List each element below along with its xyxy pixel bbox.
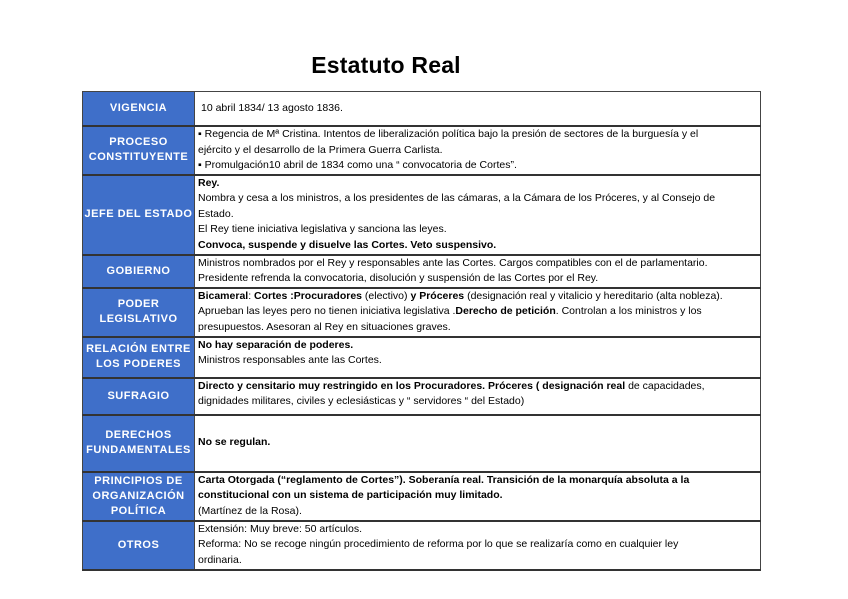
text-line: Rey. — [198, 176, 220, 189]
text-line: Aprueban las leyes pero no tienen iniciativa legislativa .Derecho de petición. Controlan a los ministros y los — [198, 305, 702, 317]
row-value-derechos — [195, 415, 761, 472]
row-value-relacion — [195, 337, 761, 378]
row-value-gobierno — [195, 255, 761, 288]
table-row — [83, 337, 761, 378]
row-label-sufragio: SUFRAGIO — [83, 378, 195, 415]
table-row — [83, 415, 761, 472]
row-value-proceso — [195, 126, 761, 175]
text-line: Ministros nombrados por el Rey y responsables ante las Cortes. Cargos compatibles con el de parlamentario. — [198, 256, 708, 269]
text-line: No hay separación de poderes. — [198, 338, 354, 351]
table-row — [83, 126, 761, 175]
text-line: 10 abril 1834/ 13 agosto 1836. — [201, 101, 343, 114]
text-line: ▪ Regencia de Mª Cristina. Intentos de liberalización política bajo la presión de sectores de la burguesía y el — [198, 128, 699, 140]
table-row — [83, 288, 761, 337]
row-label-vigencia: VIGENCIA — [83, 92, 195, 127]
row-value-principios — [195, 472, 761, 521]
row-label-relacion: RELACIÓN ENTRE LOS PODERES — [83, 337, 195, 378]
row-label-otros: OTROS — [83, 521, 195, 570]
text-line: ejército y el desarrollo de la Primera Guerra Carlista. — [198, 143, 443, 156]
text-line: presupuestos. Asesoran al Rey en situaciones graves. — [198, 320, 451, 333]
text-line: Ministros responsables ante las Cortes. — [198, 354, 382, 366]
table-row — [83, 175, 761, 255]
row-value-otros — [195, 521, 761, 570]
row-value-vigencia — [195, 92, 761, 127]
text-line: No se regulan. — [198, 436, 271, 449]
text-line: El Rey tiene iniciativa legislativa y sanciona las leyes. — [198, 223, 447, 235]
table-row — [83, 378, 761, 415]
table-row — [83, 472, 761, 521]
row-label-derechos: DERECHOS FUNDAMENTALES — [83, 415, 195, 472]
text-line: constitucional con un sistema de participación muy limitado. — [198, 489, 503, 501]
page-title: Estatuto Real — [311, 52, 461, 78]
text-line: Estado. — [198, 207, 234, 220]
text-line: Directo y censitario muy restringido en los Procuradores. Próceres ( designación real de capacidades, — [198, 379, 705, 392]
text-line: dignidades militares, civiles y eclesiásticas y “ servidores “ del Estado) — [198, 395, 525, 407]
row-value-legislativo — [195, 288, 761, 337]
row-label-gobierno: GOBIERNO — [83, 255, 195, 288]
text-line: Reforma: No se recoge ningún procedimiento de reforma por lo que se realizaría como en cualquier ley — [198, 538, 679, 550]
row-label-principios: PRINCIPIOS DE ORGANIZACIÓN POLÍTICA — [83, 472, 195, 521]
row-label-proceso: PROCESO CONSTITUYENTE — [83, 126, 195, 175]
row-value-jefe — [195, 175, 761, 255]
text-line: Carta Otorgada (“reglamento de Cortes”). Soberanía real. Transición de la monarquía absoluta a la — [198, 473, 690, 486]
table-row — [83, 92, 761, 127]
table-row — [83, 255, 761, 288]
row-label-jefe: JEFE DEL ESTADO — [83, 175, 195, 255]
text-line: Bicameral: Cortes :Procuradores (electivo) y Próceres (designación real y vitalicio y hereditario (alta nobleza). — [198, 289, 723, 302]
row-label-legislativo: PODER LEGISLATIVO — [83, 288, 195, 337]
row-value-sufragio — [195, 378, 761, 415]
statute-table — [82, 91, 761, 571]
text-line: (Martínez de la Rosa). — [198, 504, 302, 517]
text-line: Extensión: Muy breve: 50 artículos. — [198, 522, 362, 535]
text-line: Convoca, suspende y disuelve las Cortes. Veto suspensivo. — [198, 238, 497, 251]
text-line: Presidente refrenda la convocatoria, disolución y suspensión de las Cortes por el Rey. — [198, 272, 599, 284]
text-line: Nombra y cesa a los ministros, a los presidentes de las cámaras, a la Cámara de los Próceres, y al Consejo de — [198, 192, 716, 204]
text-line: ▪ Promulgación10 abril de 1834 como una “ convocatoria de Cortes”. — [198, 159, 517, 171]
table-row — [83, 521, 761, 570]
text-line: ordinaria. — [198, 553, 242, 566]
